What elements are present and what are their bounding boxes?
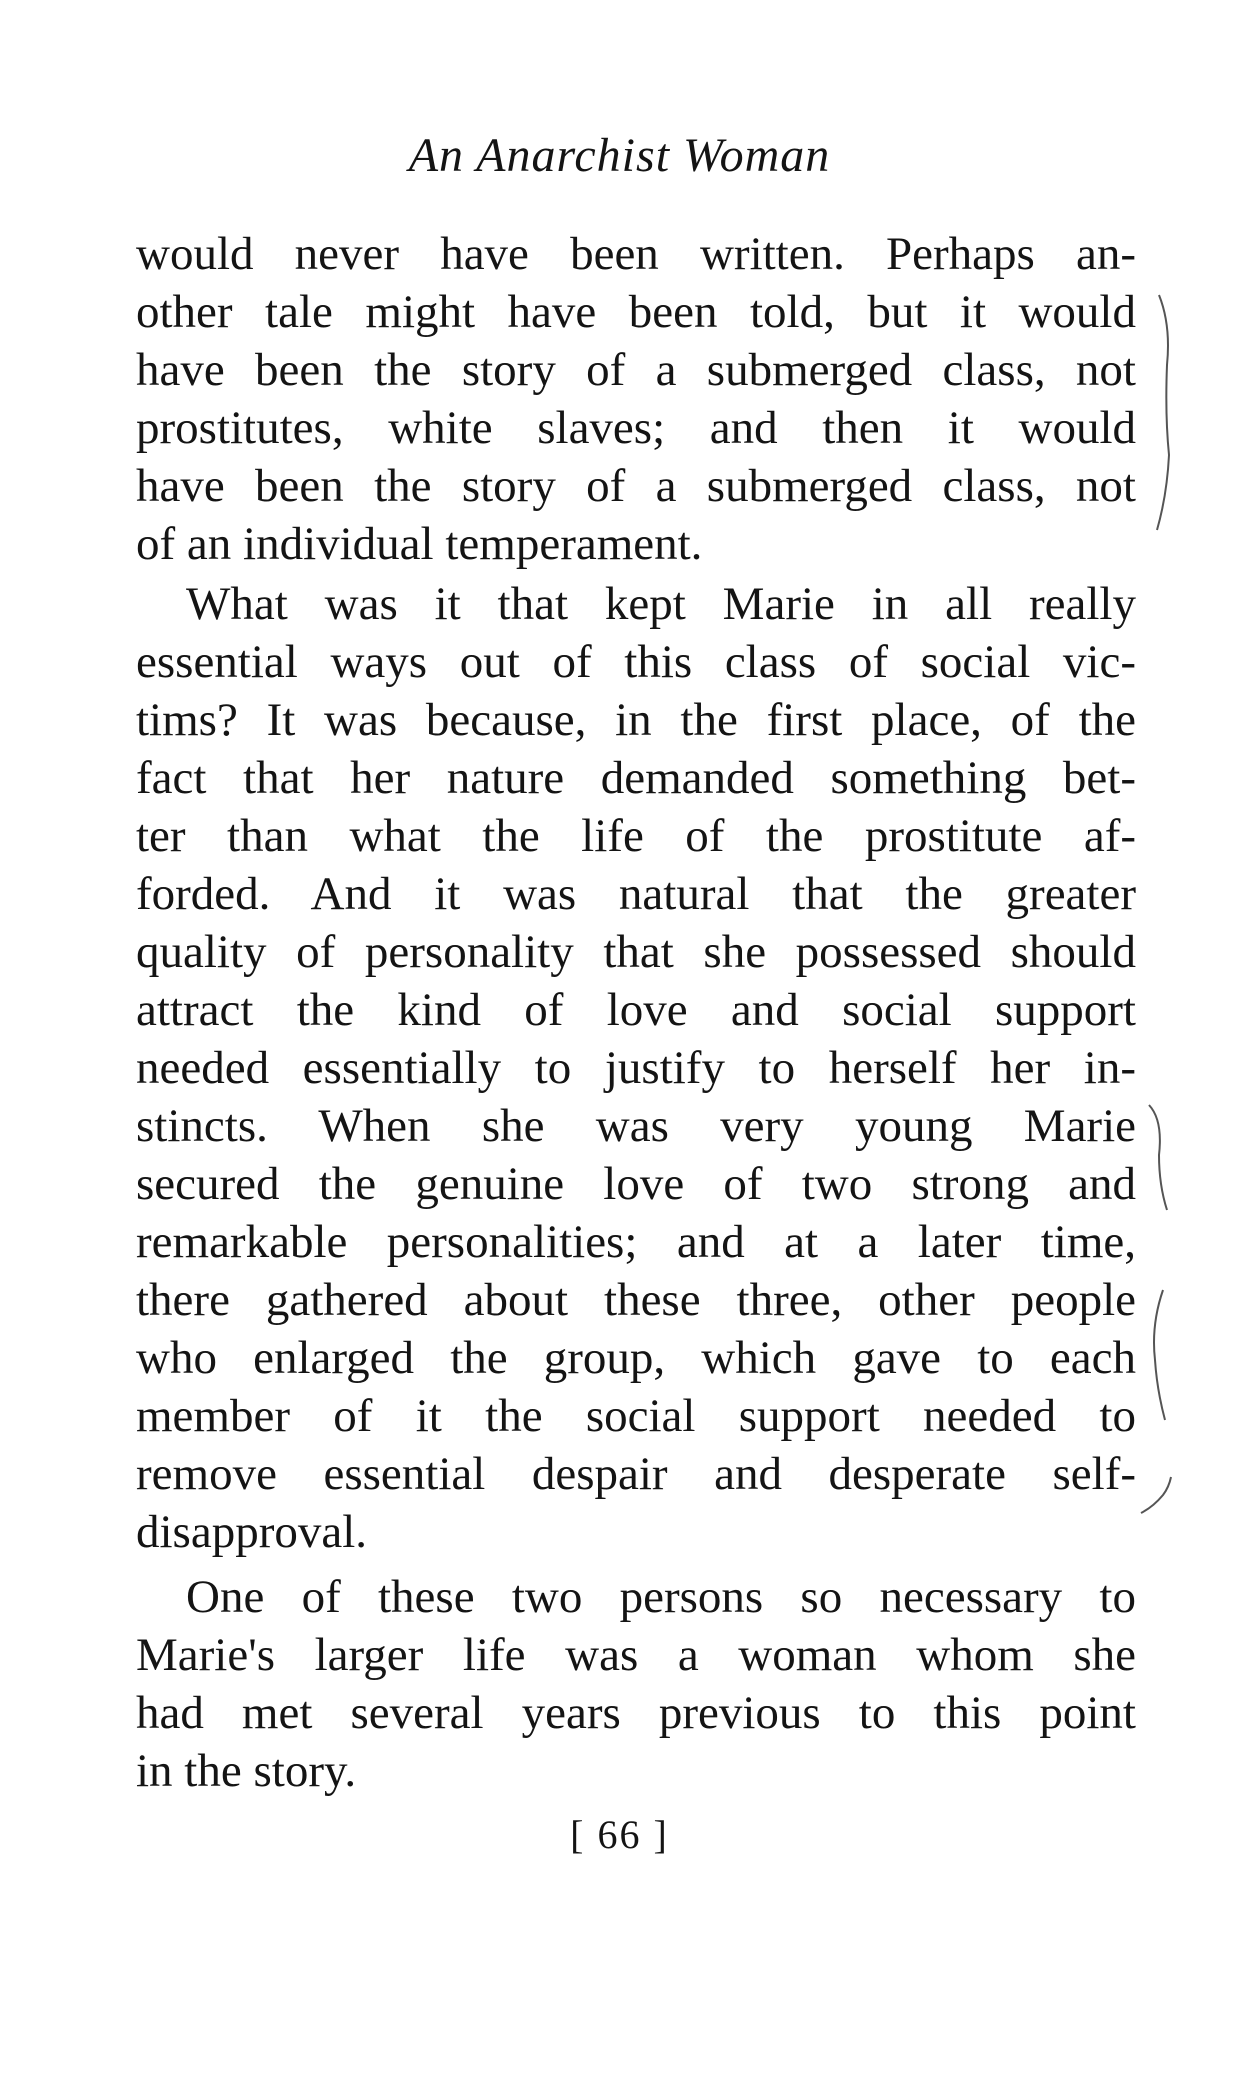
text-line: One of these two persons so necessary to (186, 1571, 1136, 1623)
margin-pencil-mark-icon (1119, 1285, 1189, 1425)
text-line: quality of personality that she possessed should (136, 926, 1136, 978)
paragraph-3 (136, 1568, 1136, 1800)
text-line: would never have been written. Perhaps an- (136, 228, 1136, 280)
text-line: there gathered about these three, other people (136, 1274, 1136, 1326)
margin-pencil-mark-icon (1119, 1100, 1189, 1220)
text-line: What was it that kept Marie in all really (186, 578, 1136, 630)
page-number: [ 66 ] (570, 1812, 669, 1857)
paragraph-1 (136, 225, 1136, 573)
text-line: remove essential despair and desperate self- (136, 1448, 1136, 1500)
text-line: secured the genuine love of two strong and (136, 1158, 1136, 1210)
text-line: have been the story of a submerged class, not (136, 344, 1136, 396)
text-line: in the story. (136, 1745, 357, 1797)
text-line: tims? It was because, in the first place, of the (136, 694, 1136, 746)
text-line: had met several years previous to this point (136, 1687, 1136, 1739)
text-line: attract the kind of love and social support (136, 984, 1136, 1036)
text-line: stincts. When she was very young Marie (136, 1100, 1136, 1152)
text-line: who enlarged the group, which gave to each (136, 1332, 1136, 1384)
text-line: fact that her nature demanded something bet- (136, 752, 1136, 804)
text-line: Marie's larger life was a woman whom she (136, 1629, 1136, 1681)
paragraph-2 (136, 575, 1136, 1561)
margin-pencil-mark-icon (1119, 285, 1189, 545)
text-line: needed essentially to justify to herself her in- (136, 1042, 1136, 1094)
text-line: remarkable personalities; and at a later time, (136, 1216, 1136, 1268)
margin-pencil-mark-icon (1119, 1465, 1189, 1525)
text-line: of an individual temperament. (136, 518, 703, 570)
text-line: ter than what the life of the prostitute af- (136, 810, 1136, 862)
text-line: disapproval. (136, 1506, 368, 1558)
text-line: other tale might have been told, but it would (136, 286, 1136, 338)
text-line: prostitutes, white slaves; and then it would (136, 402, 1136, 454)
text-line: essential ways out of this class of social vic- (136, 636, 1136, 688)
running-head: An Anarchist Woman (408, 129, 831, 182)
text-line: forded. And it was natural that the greater (136, 868, 1136, 920)
text-line: have been the story of a submerged class, not (136, 460, 1136, 512)
text-line: member of it the social support needed to (136, 1390, 1136, 1442)
